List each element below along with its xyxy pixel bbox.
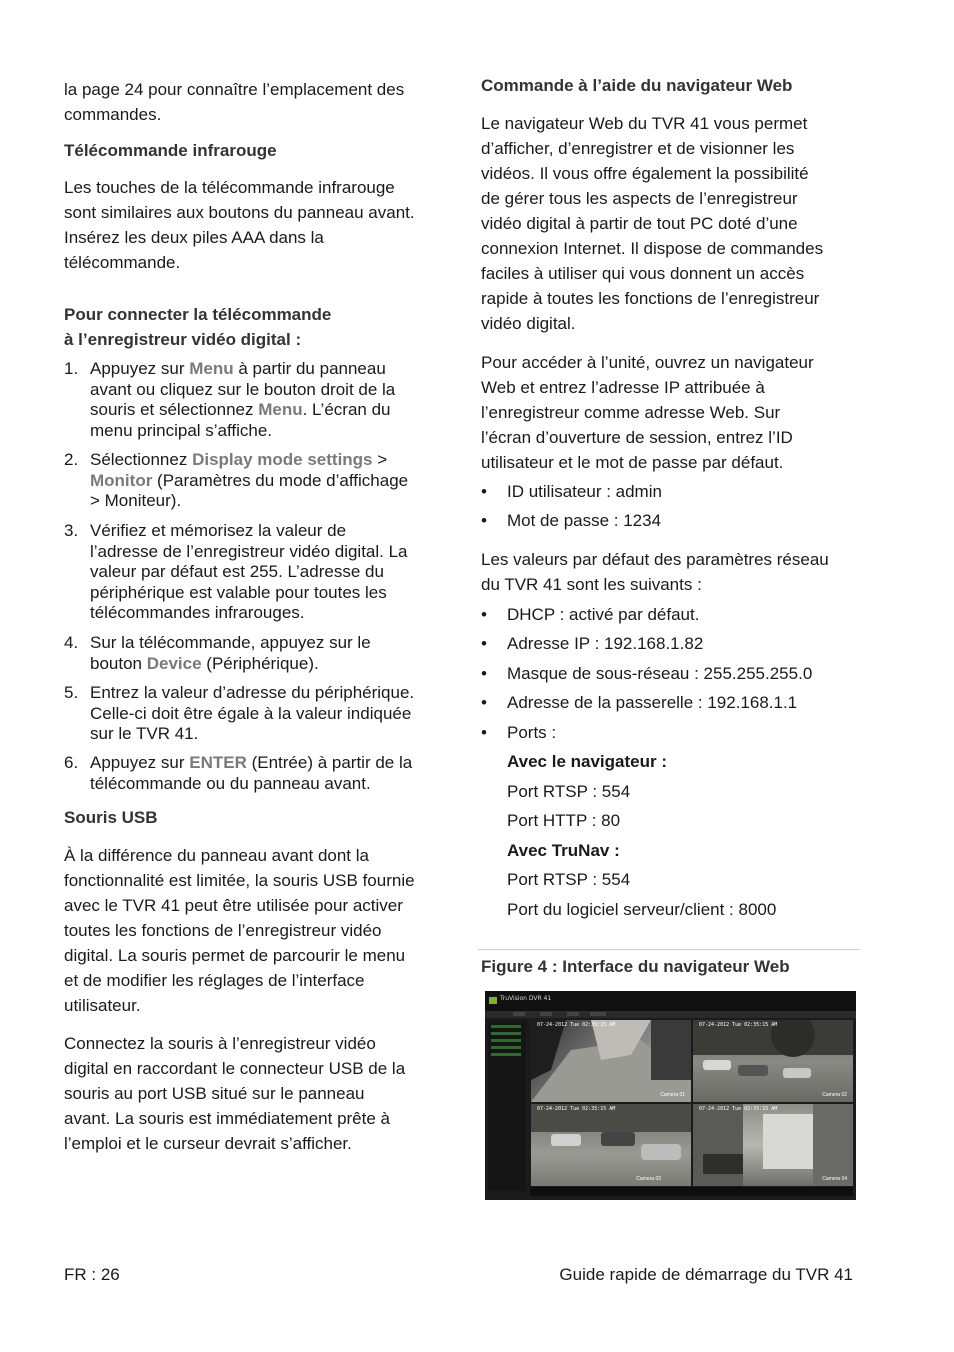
app-title: TruVision DVR 41 [500, 995, 552, 1002]
step-text-segment: Entrez la valeur d’adresse du périphérique. [90, 683, 415, 702]
port-item: Port HTTP : 80 [507, 811, 621, 830]
camera-label: Camera 02 [822, 1092, 847, 1098]
bullet-icon: • [481, 482, 487, 501]
step-text-segment: bouton [90, 653, 147, 673]
heading-connect-remote: Pour connecter la télécommande à l’enregistreur vidéo digital : [64, 305, 332, 349]
step-line [90, 400, 395, 421]
step-text-segment: menu principal s’affiche. [90, 420, 273, 440]
app-title-bar [485, 991, 856, 1011]
step-text-segment: (Paramètres du mode d’affichage [152, 470, 409, 490]
ui-keyword: Menu [258, 400, 303, 420]
step-line [90, 421, 395, 442]
step-line [90, 654, 371, 675]
step-line [90, 724, 414, 745]
bullet-icon: • [481, 511, 487, 530]
step-text-segment: Sur la télécommande, appuyez sur le [90, 633, 371, 652]
step-line [90, 774, 412, 795]
web-paragraph-1: Le navigateur Web du TVR 41 vous permet d’afficher, d’enregistrer et de visionner les vidéos. Il vous offre également la possibilité de gérer tous les aspects de l’enregistreur vidéo digital à partir de tout PC doté d’une connexion Internet. Il dispose de commandes faciles à utiliser qui vous donnent un accès rapide à toutes les fonctions de l’enregistreur vidéo digital. [481, 114, 824, 333]
mouse-paragraph-2: Connectez la souris à l’enregistreur vidéo digital en raccordant le connecteur USB de la souris au port USB situé sur le panneau avant. La souris est immédiatement prête à l’emploi et le curseur devrait s’afficher. [64, 1034, 406, 1153]
camera-label: Camera 03 [636, 1176, 661, 1182]
step-text [90, 683, 414, 745]
step-text-segment: télécommande ou du panneau avant. [90, 773, 371, 793]
camera-scene-icon [693, 1104, 853, 1186]
step-number: 6. [64, 753, 79, 772]
step-line [90, 753, 412, 774]
step-text-segment: (Périphérique). [201, 653, 319, 673]
camera-timestamp: 07-24-2012 Tue 02:35:15 AM [699, 1022, 778, 1028]
step-text-segment: l’adresse de l’enregistreur vidéo digital. La [90, 541, 408, 561]
step-text-segment: . L’écran du [302, 400, 391, 420]
step-text-segment: sur le TVR 41. [90, 724, 199, 744]
camera-label: Camera 01 [660, 1092, 685, 1098]
step-text [90, 359, 395, 441]
step-text-segment: périphérique est valable pour toutes les [90, 582, 387, 602]
step-line [90, 542, 408, 563]
web-interface-screenshot [485, 991, 856, 1200]
step-text-segment: Appuyez sur [90, 753, 190, 772]
heading-usb-mouse: Souris USB [64, 808, 158, 827]
step-text-segment: avant ou cliquez sur le bouton droit de la [90, 379, 396, 399]
heading-remote-control: Télécommande infrarouge [64, 141, 277, 160]
camera-list-item [491, 1032, 521, 1035]
remote-paragraph: Les touches de la télécommande infrarouge sont similaires aux boutons du panneau avant. Insérez les deux piles AAA dans la télécommande. [64, 178, 415, 272]
camera-view-2 [693, 1020, 853, 1102]
step-line [90, 603, 408, 624]
ports-trunav-heading: Avec TruNav : [507, 841, 620, 860]
camera-list-item [491, 1039, 521, 1042]
step-line [90, 471, 408, 492]
menu-tab-icon [513, 1012, 525, 1016]
step-text-segment: Appuyez sur [90, 359, 190, 378]
port-item: Port RTSP : 554 [507, 870, 631, 889]
ui-keyword: Monitor [90, 470, 153, 490]
web-paragraph-2: Pour accéder à l’unité, ouvrez un navigateur Web et entrez l’adresse IP attribuée à l’enregistreur comme adresse Web. Sur l’écran d’ouverture de session, entrez l’ID utilisateur et le mot de passe par défaut. [481, 353, 814, 472]
camera-list-panel [488, 1021, 526, 1191]
step-text-segment: Sélectionnez [90, 450, 193, 469]
step-text-segment: télécommandes infrarouges. [90, 603, 305, 623]
menu-tab-icon [590, 1012, 606, 1016]
step-number: 3. [64, 521, 79, 540]
web-paragraph-3: Les valeurs par défaut des paramètres réseau du TVR 41 sont les suivants : [481, 550, 829, 594]
step-line [90, 583, 408, 604]
step-line [90, 491, 408, 512]
step-text-segment: (Entrée) à partir de la [246, 753, 413, 772]
step-text-segment: souris et sélectionnez [90, 400, 259, 420]
step-line [90, 683, 414, 704]
ui-keyword: ENTER [189, 753, 247, 772]
camera-scene-icon [693, 1020, 853, 1102]
step-text [90, 633, 371, 674]
step-number: 1. [64, 359, 79, 378]
step-text-segment: à partir du panneau [233, 359, 386, 378]
port-item: Port RTSP : 554 [507, 782, 631, 801]
step-line [90, 521, 408, 542]
step-line [90, 359, 395, 380]
step-number: 5. [64, 683, 79, 702]
camera-scene-icon [531, 1020, 691, 1102]
app-logo-icon [489, 997, 497, 1004]
step-text [90, 521, 408, 624]
camera-label: Camera 04 [822, 1176, 847, 1182]
ui-keyword: Device [146, 653, 202, 673]
camera-list-item [491, 1025, 521, 1028]
camera-timestamp: 07-24-2012 Tue 02:35:15 AM [699, 1106, 778, 1112]
menu-tab-icon [540, 1012, 552, 1016]
camera-timestamp: 07-24-2012 Tue 02:35:15 AM [537, 1022, 616, 1028]
intro-paragraph: la page 24 pour connaître l’emplacement des commandes. [64, 80, 405, 124]
step-text-segment: > Moniteur). [90, 491, 182, 511]
camera-timestamp: 07-24-2012 Tue 02:35:15 AM [537, 1106, 616, 1112]
step-text-segment: valeur par défaut est 255. L’adresse du [90, 562, 384, 582]
ui-keyword: Menu [189, 359, 234, 378]
step-line [90, 450, 408, 471]
bullet-icon: • [481, 664, 487, 683]
step-line [90, 704, 414, 725]
heading-web-browser: Commande à l’aide du navigateur Web [481, 76, 793, 95]
bullet-icon: • [481, 693, 487, 712]
camera-list-item [491, 1053, 521, 1056]
step-text-segment: > [372, 450, 388, 469]
ports-browser-heading: Avec le navigateur : [507, 752, 667, 771]
step-text-segment: Celle-ci doit être égale à la valeur indiquée [90, 703, 412, 723]
page-number: FR : 26 [64, 1265, 120, 1284]
ui-keyword: Display mode settings [192, 450, 373, 469]
playback-toolbar [530, 1187, 853, 1196]
figure-divider [478, 949, 860, 950]
camera-view-1 [531, 1020, 691, 1102]
step-text [90, 753, 412, 794]
bullet-icon: • [481, 605, 487, 624]
bullet-icon: • [481, 634, 487, 653]
step-line [90, 562, 408, 583]
mouse-paragraph-1: À la différence du panneau avant dont la fonctionnalité est limitée, la souris USB fournie avec le TVR 41 peut être utilisée pour activer toutes les fonctions de l’enregistreur vidéo digital. La souris permet de parcourir le menu et de modifier les réglages de l’interface utilisateur. [64, 846, 415, 1015]
step-text-segment: Vérifiez et mémorisez la valeur de [90, 521, 347, 540]
step-line [90, 380, 395, 401]
step-number: 2. [64, 450, 79, 469]
camera-scene-icon [531, 1104, 691, 1186]
camera-list-item [491, 1046, 521, 1049]
step-text [90, 450, 408, 512]
document-title: Guide rapide de démarrage du TVR 41 [559, 1265, 853, 1284]
step-line [90, 633, 371, 654]
step-number: 4. [64, 633, 79, 652]
bullet-icon: • [481, 723, 487, 742]
steps-list [64, 359, 444, 799]
menu-tab-icon [567, 1012, 579, 1016]
figure-caption: Figure 4 : Interface du navigateur Web [481, 957, 790, 976]
camera-view-4 [693, 1104, 853, 1186]
port-item: Port du logiciel serveur/client : 8000 [507, 900, 777, 919]
camera-view-3 [531, 1104, 691, 1186]
app-menu-bar [485, 1011, 856, 1018]
